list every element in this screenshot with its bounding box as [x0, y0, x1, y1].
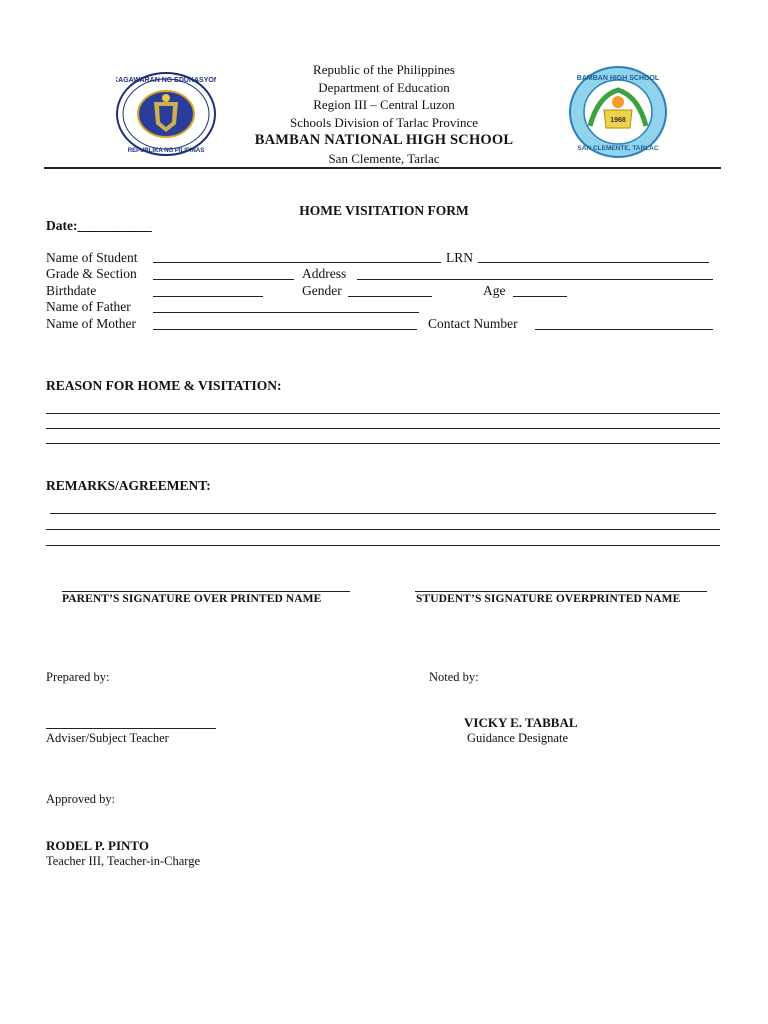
- reason-line[interactable]: [46, 443, 720, 444]
- input-name-of-student[interactable]: [153, 262, 441, 263]
- label-contact-number: Contact Number: [428, 316, 518, 331]
- input-grade-section[interactable]: [153, 279, 294, 280]
- form-title: HOME VISITATION FORM: [299, 203, 469, 218]
- remarks-heading: REMARKS/AGREEMENT:: [46, 478, 211, 493]
- label-address: Address: [302, 266, 347, 281]
- label-grade-section: Grade & Section: [46, 266, 137, 281]
- input-contact-number[interactable]: [535, 329, 713, 330]
- student-signature-line[interactable]: [415, 591, 707, 592]
- label-gender: Gender: [302, 283, 342, 298]
- reason-line[interactable]: [46, 428, 720, 429]
- svg-text:1968: 1968: [610, 117, 626, 124]
- input-birthdate[interactable]: [153, 296, 263, 297]
- header-line-division: Schools Division of Tarlac Province: [289, 115, 479, 130]
- date-field[interactable]: Date:___________: [46, 218, 152, 233]
- svg-text:SAN CLEMENTE, TARLAC: SAN CLEMENTE, TARLAC: [577, 145, 659, 152]
- reason-heading: REASON FOR HOME & VISITATION:: [46, 378, 282, 393]
- approved-by-role: Teacher III, Teacher-in-Charge: [46, 854, 201, 868]
- input-name-of-father[interactable]: [153, 312, 419, 313]
- svg-text:REPUBLIKA NG PILIPINAS: REPUBLIKA NG PILIPINAS: [127, 148, 205, 154]
- input-lrn[interactable]: [478, 262, 709, 263]
- approved-by-name: RODEL P. PINTO: [46, 838, 149, 853]
- noted-by-role: Guidance Designate: [467, 731, 569, 745]
- adviser-signature-line[interactable]: [46, 728, 216, 729]
- school-name: BAMBAN NATIONAL HIGH SCHOOL: [254, 132, 514, 148]
- remarks-line[interactable]: [50, 513, 716, 514]
- svg-text:BAMBAN HIGH SCHOOL: BAMBAN HIGH SCHOOL: [576, 75, 660, 82]
- reason-line[interactable]: [46, 413, 720, 414]
- input-age[interactable]: [513, 296, 567, 297]
- label-name-of-father: Name of Father: [46, 299, 131, 314]
- header-divider: [44, 167, 721, 169]
- label-name-of-student: Name of Student: [46, 250, 138, 265]
- label-age: Age: [483, 283, 506, 298]
- label-lrn: LRN: [446, 250, 473, 265]
- student-signature-label: STUDENT’S SIGNATURE OVERPRINTED NAME: [416, 593, 681, 605]
- label-birthdate: Birthdate: [46, 283, 97, 298]
- svg-text:KAGAWARAN NG EDUKASYON: KAGAWARAN NG EDUKASYON: [116, 77, 216, 84]
- input-name-of-mother[interactable]: [153, 329, 417, 330]
- adviser-role: Adviser/Subject Teacher: [46, 731, 169, 745]
- noted-by-name: VICKY E. TABBAL: [464, 715, 578, 730]
- parent-signature-label: PARENT’S SIGNATURE OVER PRINTED NAME: [62, 593, 322, 605]
- prepared-by-label: Prepared by:: [46, 670, 110, 684]
- noted-by-label: Noted by:: [429, 670, 479, 684]
- label-name-of-mother: Name of Mother: [46, 316, 136, 331]
- header-line-region: Region III – Central Luzon: [313, 97, 455, 112]
- remarks-line[interactable]: [46, 545, 720, 546]
- header-line-department: Department of Education: [318, 80, 450, 95]
- input-address[interactable]: [357, 279, 713, 280]
- school-location: San Clemente, Tarlac: [328, 151, 440, 166]
- approved-by-label: Approved by:: [46, 792, 116, 806]
- parent-signature-line[interactable]: [62, 591, 350, 592]
- remarks-line[interactable]: [46, 529, 720, 530]
- header-line-republic: Republic of the Philippines: [313, 62, 455, 77]
- input-gender[interactable]: [348, 296, 432, 297]
